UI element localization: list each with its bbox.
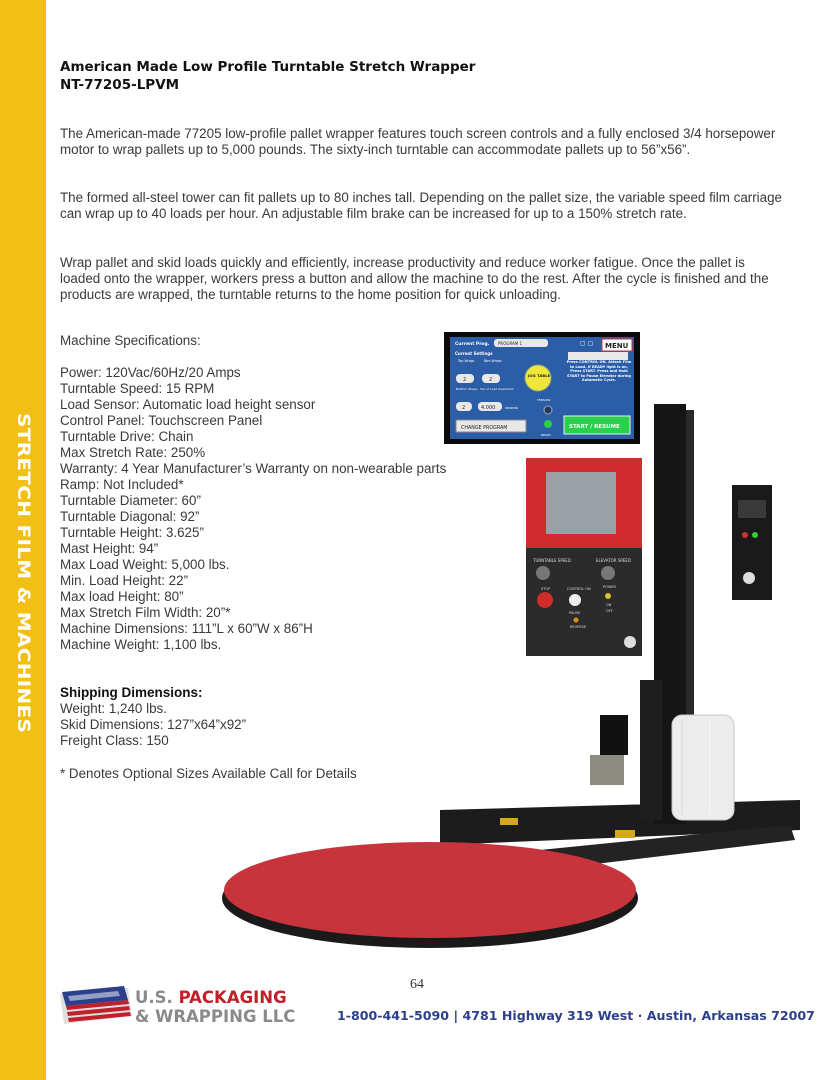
spec-item: Max Load Weight: 5,000 lbs. (60, 557, 230, 572)
elevator-speed-knob (601, 566, 615, 580)
spec-item: Turntable Drive: Chain (60, 429, 194, 444)
company-logo (58, 984, 296, 1034)
shipping-item: Skid Dimensions: 127”x64”x92” (60, 717, 247, 732)
logo-us: U.S. (135, 988, 173, 1007)
spec-item: Control Panel: Touchscreen Panel (60, 413, 263, 428)
control-on-label: CONTROL ON (567, 587, 591, 591)
spec-item: Warranty: 4 Year Manufacturer’s Warranty on non-wearable parts (60, 461, 447, 476)
warning-label (500, 818, 518, 825)
spec-item: Turntable Diameter: 60” (60, 493, 201, 508)
sidebar-band (0, 0, 46, 1080)
power-indicator (605, 593, 611, 599)
spec-item: Max Stretch Rate: 250% (60, 445, 206, 460)
spec-item: Turntable Diagonal: 92” (60, 509, 200, 524)
knob (743, 572, 755, 584)
current-settings-label: Current Settings (455, 351, 493, 356)
product-title-line1: American Made Low Profile Turntable Stretch Wrapper (60, 59, 476, 75)
ready-indicator (544, 420, 552, 428)
spec-item: Min. Load Height: 22” (60, 573, 189, 588)
indicator-light (742, 532, 748, 538)
btm-wraps-value: 2 (489, 377, 493, 383)
shipping-item: Freight Class: 150 (60, 733, 169, 748)
description-paragraph-1: The American-made 77205 low-profile pallet wrapper features touch screen controls and a fully enclosed 3/4 horsepower motor to wrap pallets up to 5,000 pounds. The sixty-inch turntable can accommodate pallets up to 56”x56”. (60, 126, 776, 157)
reverse-label: REVERSE (570, 625, 587, 629)
screen-status-icons: ▢ ▢ (580, 340, 594, 347)
spec-item: Load Sensor: Automatic load height sensor (60, 397, 316, 412)
spec-item: Turntable Height: 3.625” (60, 525, 204, 540)
logo-packaging: PACKAGING (178, 988, 287, 1007)
spec-item: Power: 120Vac/60Hz/20 Amps (60, 365, 241, 380)
mast-display (738, 500, 766, 518)
instruction-text-area (566, 360, 632, 412)
control-panel-screen (546, 472, 616, 534)
tension-indicator (544, 406, 552, 414)
spec-item: Mast Height: 94” (60, 541, 159, 556)
film-roll (672, 715, 734, 820)
turntable (224, 842, 636, 938)
overshoot-value: 4.000 (481, 405, 496, 411)
description-paragraph-3: Wrap pallet and skid loads quickly and efficiently, increase productivity and reduce worker fatigue. Once the pallet is loaded onto the wrapper, workers press a button and allow the machine to do the rest. After the cycle is finished and the products are wrapped, the turntable returns to the home position for quick unloading. (60, 255, 769, 302)
spec-item: Machine Dimensions: 111”L x 60”W x 86”H (60, 621, 313, 636)
menu-label: MENU (605, 342, 629, 350)
elevator-speed-label: ELEVATOR SPEED (596, 558, 631, 563)
control-on-button (569, 594, 581, 606)
spec-item: Machine Weight: 1,100 lbs. (60, 637, 222, 652)
gearbox (590, 755, 624, 785)
jog-table-button (525, 365, 551, 391)
product-title (60, 58, 475, 94)
change-program-label: CHANGE PROGRAM (461, 426, 508, 431)
spec-item: Max load Height: 80” (60, 589, 184, 604)
seconds-label: seconds (505, 406, 519, 410)
instructions-text: Press CONTROL ON. Attach Film to Load. If READY light is on, Press START. Press and Hold START to Pause Elevator during Automatic Cycle. (566, 360, 632, 383)
btm-wraps-label: Btm Wraps (484, 359, 502, 363)
top-wraps-value: 2 (463, 377, 467, 383)
jog-table-label: JOG TABLE (528, 373, 551, 378)
off-label: OFF (606, 609, 613, 613)
start-resume-label: START / RESUME (569, 424, 620, 430)
stop-button (537, 592, 553, 608)
program-value: PROGRAM 1 (498, 341, 523, 346)
tension-label: TENSION (537, 398, 551, 402)
flag-logo-icon (58, 984, 134, 1032)
ready-label: READY (541, 433, 552, 437)
turntable-speed-label: TURNTABLE SPEED (533, 558, 571, 563)
on-label: ON (606, 603, 612, 607)
page-number: 64 (410, 977, 424, 992)
shipping-item: Weight: 1,240 lbs. (60, 701, 167, 716)
top-of-load-label: Top of Load Overshoot (480, 387, 514, 391)
pause-label: PAUSE (569, 611, 581, 615)
specs-heading: Machine Specifications: (60, 333, 201, 348)
spec-item: Turntable Speed: 15 RPM (60, 381, 215, 396)
logo-line1 (135, 988, 287, 1007)
indicator-light (752, 532, 758, 538)
carriage-post (640, 680, 662, 820)
stretch-wrapper-illustration (210, 330, 810, 960)
bottom-wraps-value: 2 (462, 405, 466, 411)
top-wraps-label: Top Wraps (458, 359, 475, 363)
stop-label: STOP (541, 587, 551, 591)
optional-sizes-note: * Denotes Optional Sizes Available Call for Details (60, 766, 357, 781)
instruction-box (568, 352, 628, 360)
motor (600, 715, 628, 755)
warning-label (615, 830, 635, 838)
logo-wrapping: & WRAPPING LLC (135, 1007, 296, 1026)
description-paragraph-2: The formed all-steel tower can fit pallets up to 80 inches tall. Depending on the pallet size, the variable speed film carriage can wrap up to 40 loads per hour. An adjustable film brake can be increased for up to a 150% stretch rate. (60, 190, 783, 221)
spec-item: Max Stretch Film Width: 20”* (60, 605, 231, 620)
sidebar-label: STRETCH FILM & MACHINES (13, 413, 35, 734)
current-prog-label: Current Prog. (455, 342, 490, 347)
product-model: NT-77205-LPVM (60, 77, 180, 93)
turntable-speed-knob (536, 566, 550, 580)
contact-footer: 1-800-441-5090 | 4781 Highway 319 West · Austin, Arkansas 72007 (337, 1008, 815, 1023)
panel-knob (624, 636, 636, 648)
spec-item: Ramp: Not Included* (60, 477, 184, 492)
bottom-wraps-label: Bottom Wraps (456, 387, 478, 391)
power-label: POWER (603, 585, 616, 589)
reverse-indicator (574, 618, 579, 623)
shipping-heading: Shipping Dimensions: (60, 685, 203, 700)
